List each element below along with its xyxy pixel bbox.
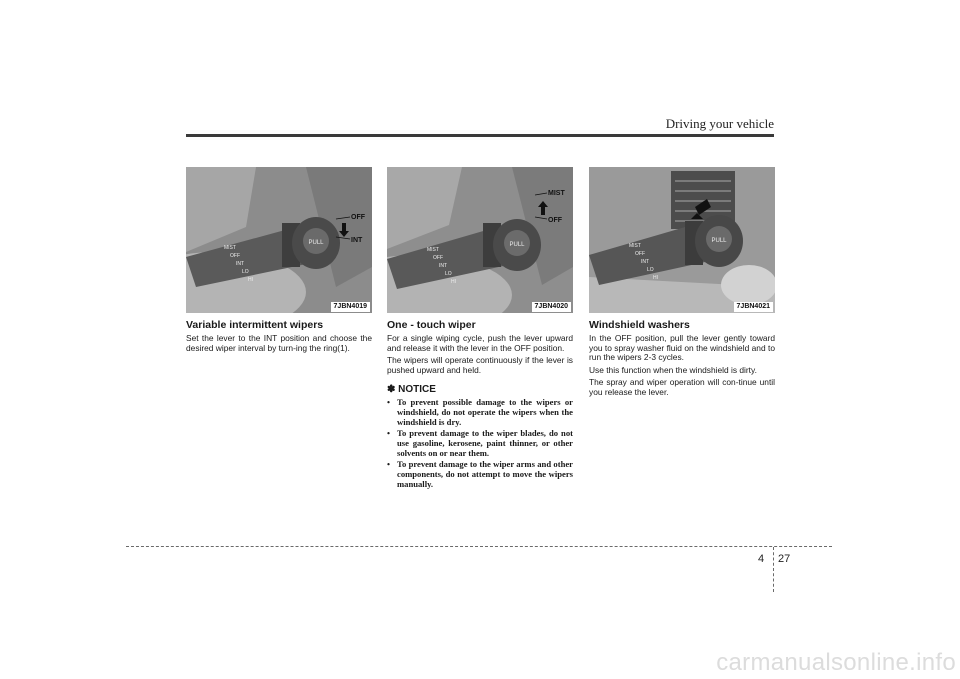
stalk-label: LO bbox=[242, 269, 249, 275]
section-one-touch-wiper bbox=[387, 167, 573, 490]
header-title: Driving your vehicle bbox=[665, 116, 774, 131]
section-title: Variable intermittent wipers bbox=[186, 319, 324, 331]
page-number: 27 bbox=[778, 553, 791, 565]
lever-label-off: OFF bbox=[351, 214, 365, 221]
photo-wiper-lever-int bbox=[186, 167, 372, 313]
stalk-label: INT bbox=[236, 261, 245, 267]
notice-item: • To prevent damage to the wiper arms and other components, do not attempt to move the wipers manually. bbox=[387, 459, 573, 489]
stalk-label: OFF bbox=[230, 253, 240, 259]
body-paragraph: The spray and wiper operation will con-tinue until you release the lever. bbox=[589, 377, 775, 397]
stalk-label: HI bbox=[248, 277, 253, 283]
photo-wiper-lever-mist bbox=[387, 167, 573, 313]
section-title: One - touch wiper bbox=[387, 319, 476, 331]
body-paragraph: For a single wiping cycle, push the lever upward and release it with the lever in the OFF position. bbox=[387, 333, 573, 353]
wiper-lever-illustration bbox=[186, 167, 372, 313]
section-title: Windshield washers bbox=[589, 319, 690, 331]
svg-text:PULL: PULL bbox=[308, 240, 324, 246]
stalk-label: INT bbox=[641, 259, 650, 265]
notice-item: • To prevent possible damage to the wipers or windshield, do not operate the wipers when the windshield is dry. bbox=[387, 397, 573, 427]
stalk-label: MIST bbox=[629, 243, 641, 249]
svg-text:PULL: PULL bbox=[509, 242, 525, 248]
lever-label-int: INT bbox=[351, 237, 363, 244]
stalk-label: OFF bbox=[433, 255, 443, 261]
watermark: carmanualsonline.info bbox=[716, 649, 956, 676]
body-paragraph: The wipers will operate continuously if the lever is pushed upward and held. bbox=[387, 355, 573, 375]
stalk-label: LO bbox=[445, 271, 452, 277]
notice-title: ✽ NOTICE bbox=[387, 384, 436, 396]
notice-item: • To prevent damage to the wiper blades, do not use gasoline, kerosene, paint thinner, or other solvents on or near them. bbox=[387, 428, 573, 458]
header-rule bbox=[186, 134, 774, 137]
lever-label-off: OFF bbox=[548, 217, 562, 224]
stalk-label: MIST bbox=[427, 247, 439, 253]
footer-rule bbox=[126, 546, 832, 547]
stalk-label: HI bbox=[653, 275, 658, 281]
footer-divider bbox=[773, 547, 774, 592]
svg-text:PULL: PULL bbox=[711, 238, 727, 244]
stalk-label: HI bbox=[451, 279, 456, 285]
body-paragraph: Set the lever to the INT position and choose the desired wiper interval by turn-ing the ring(1). bbox=[186, 333, 372, 353]
stalk-label: LO bbox=[647, 267, 654, 273]
section-windshield-washers bbox=[589, 167, 775, 398]
photo-washer-lever bbox=[589, 167, 775, 313]
stalk-label: OFF bbox=[635, 251, 645, 257]
wiper-lever-illustration bbox=[387, 167, 573, 313]
body-paragraph: Use this function when the windshield is dirty. bbox=[589, 364, 757, 375]
hand-shape bbox=[721, 265, 775, 305]
lever-label-mist: MIST bbox=[548, 190, 565, 197]
stalk-label: INT bbox=[439, 263, 448, 269]
photo-code: 7JBN4020 bbox=[532, 302, 571, 312]
washer-lever-illustration bbox=[589, 167, 775, 313]
notice-list bbox=[387, 397, 573, 489]
photo-code: 7JBN4021 bbox=[734, 302, 773, 312]
body-paragraph: In the OFF position, pull the lever gently toward you to spray washer fluid on the windshield and to run the wipers 2-3 cycles. bbox=[589, 333, 775, 363]
stalk-label: MIST bbox=[224, 245, 236, 251]
photo-code: 7JBN4019 bbox=[331, 302, 370, 312]
chapter-number: 4 bbox=[758, 553, 765, 565]
section-variable-intermittent-wipers bbox=[186, 167, 372, 353]
